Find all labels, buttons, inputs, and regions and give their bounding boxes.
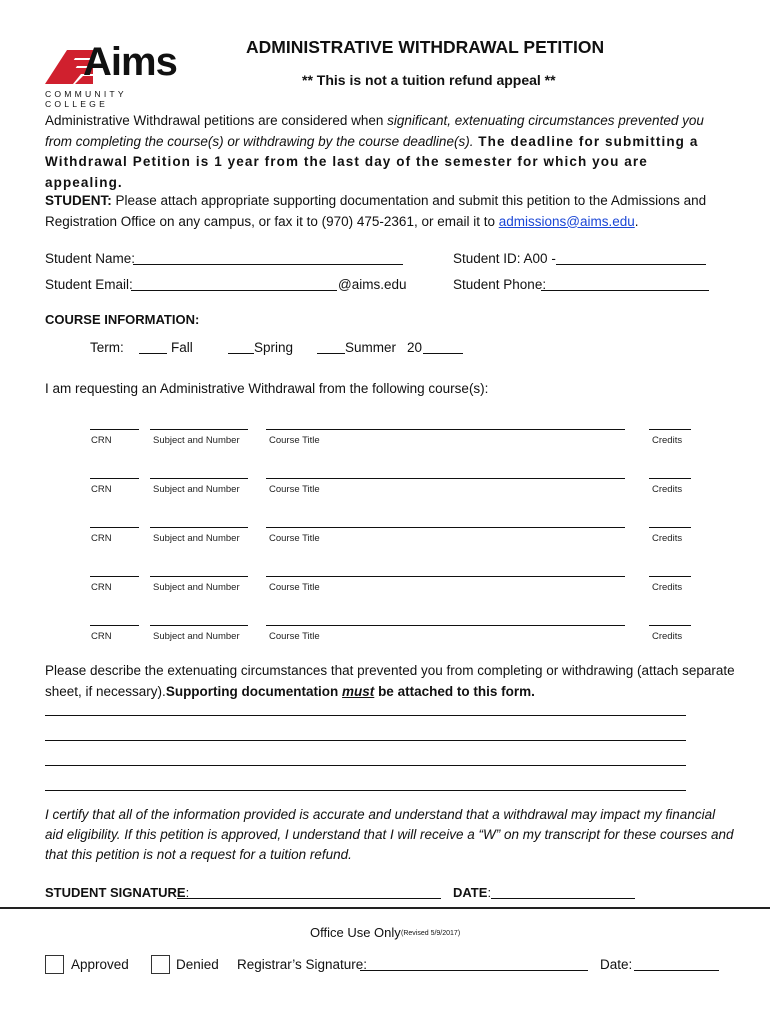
crn-label: CRN <box>91 435 112 446</box>
student-instructions-end: . <box>634 213 639 229</box>
aims-logo <box>45 40 190 109</box>
credits-field[interactable] <box>649 625 691 626</box>
subject-number-field[interactable] <box>150 576 248 577</box>
term-summer: Summer <box>345 340 397 355</box>
date-label-text: DATE <box>453 885 488 900</box>
course-title-field[interactable] <box>266 429 625 430</box>
subject-number-label: Subject and Number <box>153 582 240 593</box>
circumstances-bold-a: Supporting documentation <box>165 683 343 699</box>
student-id-field[interactable] <box>556 264 706 265</box>
subject-number-field[interactable] <box>150 625 248 626</box>
subject-number-field[interactable] <box>150 429 248 430</box>
credits-field[interactable] <box>649 576 691 577</box>
term-spring-blank[interactable] <box>228 353 254 354</box>
student-email-suffix: @aims.edu <box>338 277 407 292</box>
crn-label: CRN <box>91 631 112 642</box>
office-divider <box>0 907 770 909</box>
crn-label: CRN <box>91 582 112 593</box>
page-subtitle: ** This is not a tuition refund appeal ** <box>302 72 556 88</box>
crn-field[interactable] <box>90 429 139 430</box>
credits-field[interactable] <box>649 478 691 479</box>
circumstances-bold-b: be attached to this form. <box>374 683 535 699</box>
circumstances-must: must <box>342 683 375 699</box>
crn-label: CRN <box>91 484 112 495</box>
registrar-signature-field[interactable] <box>360 970 588 971</box>
signature-label <box>45 885 189 900</box>
credits-label: Credits <box>652 631 683 642</box>
course-title-label: Course Title <box>269 435 320 446</box>
student-instructions-text: Please attach appropriate supporting documentation and submit this petition to the Admissions and Registration Office on any campus, or fax it to (970) 475-2361, or email it to <box>45 193 707 229</box>
course-title-label: Course Title <box>269 533 320 544</box>
course-title-label: Course Title <box>269 631 320 642</box>
request-text: I am requesting an Administrative Withdrawal from the following course(s): <box>45 381 489 396</box>
certification-statement: I certify that all of the information provided is accurate and understand that a withdrawal may impact my financial aid eligibility. If this petition is approved, I understand that I will receive a “W” on my transcript for these courses and that this petition is not a request for a tuition refund. <box>45 807 734 862</box>
course-title-field[interactable] <box>266 625 625 626</box>
term-year-field[interactable] <box>423 353 463 354</box>
circumstances-line-1[interactable] <box>45 715 686 716</box>
subject-number-label: Subject and Number <box>153 484 240 495</box>
student-email-label: Student Email: <box>45 277 133 292</box>
admissions-email-link[interactable]: admissions@aims.edu <box>498 213 635 229</box>
intro-text: Administrative Withdrawal petitions are considered when <box>45 113 388 128</box>
page-title: ADMINISTRATIVE WITHDRAWAL PETITION <box>246 37 605 57</box>
credits-label: Credits <box>652 533 683 544</box>
term-year-prefix: 20 <box>407 340 423 355</box>
circumstances-line-2[interactable] <box>45 740 686 741</box>
date-label-colon: : <box>487 885 492 900</box>
registrar-signature-label: Registrar’s Signature: <box>237 957 368 972</box>
course-info-heading: COURSE INFORMATION: <box>45 312 200 327</box>
circumstances-prompt <box>45 661 735 702</box>
credits-field[interactable] <box>649 429 691 430</box>
student-phone-field[interactable] <box>541 290 709 291</box>
term-summer-blank[interactable] <box>317 353 345 354</box>
office-date-label: Date: <box>600 957 633 972</box>
subject-number-label: Subject and Number <box>153 435 240 446</box>
signature-label-text: STUDENT SIGNATURE <box>45 885 186 900</box>
subject-number-label: Subject and Number <box>153 533 240 544</box>
term-fall-blank[interactable] <box>139 353 167 354</box>
student-date-field[interactable] <box>491 898 635 899</box>
credits-label: Credits <box>652 484 683 495</box>
student-email-field[interactable] <box>131 290 337 291</box>
circumstances-text: Please describe the extenuating circumstances that prevented you from completing or withdrawing (attach separate sheet, if necessary). <box>45 663 735 699</box>
student-signature-field[interactable] <box>177 898 441 899</box>
circumstances-line-3[interactable] <box>45 765 686 766</box>
approved-checkbox[interactable] <box>45 955 64 974</box>
credits-field[interactable] <box>649 527 691 528</box>
student-label: STUDENT: <box>45 193 112 208</box>
crn-field[interactable] <box>90 576 139 577</box>
office-date-field[interactable] <box>634 970 719 971</box>
logo-subtext: COMMUNITY COLLEGE <box>45 89 127 109</box>
credits-label: Credits <box>652 435 683 446</box>
student-id-label: Student ID: A00 - <box>453 251 556 266</box>
approved-label: Approved <box>71 957 129 972</box>
crn-label: CRN <box>91 533 112 544</box>
subject-number-field[interactable] <box>150 478 248 479</box>
course-title-field[interactable] <box>266 527 625 528</box>
crn-field[interactable] <box>90 527 139 528</box>
term-spring: Spring <box>254 340 294 355</box>
denied-label: Denied <box>176 957 219 972</box>
subject-number-field[interactable] <box>150 527 248 528</box>
denied-checkbox[interactable] <box>151 955 170 974</box>
intro-deadline: The deadline for submitting a Withdrawal Petition is 1 year from the last day of the semester for which you are appealing. <box>45 133 699 190</box>
revised-date: (Revised 5/9/2017) <box>401 930 461 937</box>
student-phone-label: Student Phone: <box>453 277 547 292</box>
student-name-label: Student Name: <box>45 251 136 266</box>
term-fall: Fall <box>171 340 193 355</box>
intro-paragraph <box>45 111 725 193</box>
signature-label-colon: : <box>185 885 190 900</box>
course-title-label: Course Title <box>269 484 320 495</box>
crn-field[interactable] <box>90 478 139 479</box>
student-instructions <box>45 191 725 232</box>
logo-wordmark: Aims <box>83 40 177 84</box>
course-title-field[interactable] <box>266 576 625 577</box>
credits-label: Credits <box>652 582 683 593</box>
intro-italic: significant, extenuating circumstances prevented you from completing the course(s) or withdrawing by the course deadline(s). <box>45 113 704 149</box>
circumstances-line-4[interactable] <box>45 790 686 791</box>
crn-field[interactable] <box>90 625 139 626</box>
course-title-field[interactable] <box>266 478 625 479</box>
course-title-label: Course Title <box>269 582 320 593</box>
office-use-title: Office Use Only <box>310 925 401 940</box>
term-label: Term: <box>90 340 124 355</box>
subject-number-label: Subject and Number <box>153 631 240 642</box>
date-label <box>453 885 491 900</box>
student-name-field[interactable] <box>133 264 403 265</box>
